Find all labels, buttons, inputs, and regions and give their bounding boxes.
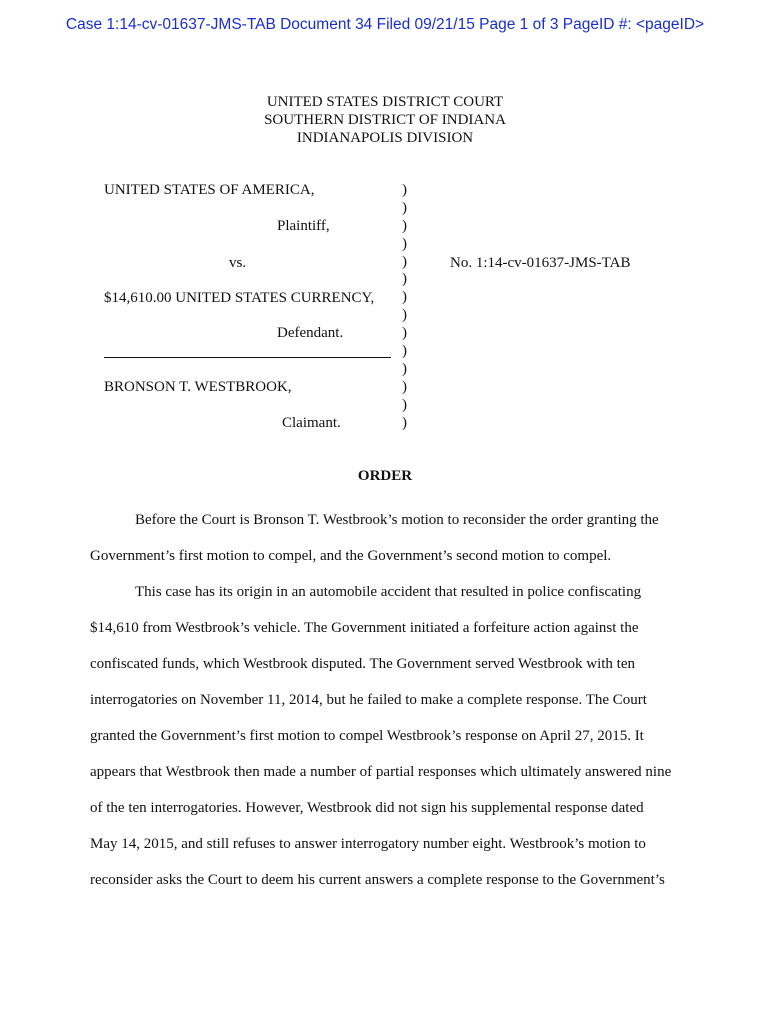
court-heading — [0, 93, 770, 147]
claimant-name: BRONSON T. WESTBROOK, — [104, 379, 292, 395]
paragraph-line: interrogatories on November 11, 2014, but he failed to make a complete response. The Court — [90, 692, 647, 708]
paren: ) — [402, 378, 407, 395]
versus-label: vs. — [229, 255, 247, 271]
paren: ) — [402, 199, 407, 216]
plaintiff-role: Plaintiff, — [277, 218, 330, 234]
defendant-role: Defendant. — [277, 325, 344, 341]
paren: ) — [402, 289, 407, 306]
paren: ) — [402, 325, 407, 342]
district-name: SOUTHERN DISTRICT OF INDIANA — [264, 112, 506, 128]
caption-divider — [104, 357, 391, 358]
caption-parentheses — [402, 182, 407, 432]
paren: ) — [402, 271, 407, 288]
order-title: ORDER — [357, 468, 413, 484]
paragraph-line: appears that Westbrook then made a number of partial responses which ultimately answered nine — [90, 764, 672, 780]
plaintiff-name: UNITED STATES OF AMERICA, — [104, 182, 315, 198]
paren: ) — [402, 253, 407, 270]
order-body — [90, 502, 690, 898]
paragraph-line: of the ten interrogatories. However, Westbrook did not sign his supplemental response dated — [90, 800, 644, 816]
claimant-role: Claimant. — [282, 415, 341, 431]
paren: ) — [402, 235, 407, 252]
paragraph-line: reconsider asks the Court to deem his current answers a complete response to the Government’s — [90, 872, 665, 888]
paren: ) — [402, 307, 407, 324]
paren: ) — [402, 396, 407, 413]
paragraph — [90, 502, 690, 538]
paragraph-line: confiscated funds, which Westbrook disputed. The Government served Westbrook with ten — [90, 656, 635, 672]
paren: ) — [402, 360, 407, 377]
paragraph — [90, 574, 690, 610]
court-name: UNITED STATES DISTRICT COURT — [266, 94, 504, 110]
text-line: Before the Court is Bronson T. Westbrook’s motion to reconsider the order granting the — [135, 512, 659, 528]
paren: ) — [402, 343, 407, 360]
text-line: This case has its origin in an automobile accident that resulted in police confiscating — [135, 584, 642, 600]
ecf-header: Case 1:14-cv-01637-JMS-TAB Document 34 Filed 09/21/15 Page 1 of 3 PageID #: <pageID> — [65, 16, 705, 33]
paragraph-line: Government’s first motion to compel, and the Government’s second motion to compel. — [90, 548, 612, 564]
paragraph-line: $14,610 from Westbrook’s vehicle. The Government initiated a forfeiture action against the — [90, 620, 639, 636]
division-name: INDIANAPOLIS DIVISION — [296, 130, 474, 146]
paren: ) — [402, 217, 407, 234]
paragraph-line: granted the Government’s first motion to compel Westbrook’s response on April 27, 2015. It — [90, 728, 644, 744]
paren: ) — [402, 414, 407, 431]
paren: ) — [402, 182, 407, 198]
paragraph-line: May 14, 2015, and still refuses to answer interrogatory number eight. Westbrook’s motion to — [90, 836, 646, 852]
defendant-name: $14,610.00 UNITED STATES CURRENCY, — [104, 290, 375, 306]
case-number: No. 1:14-cv-01637-JMS-TAB — [450, 255, 631, 271]
